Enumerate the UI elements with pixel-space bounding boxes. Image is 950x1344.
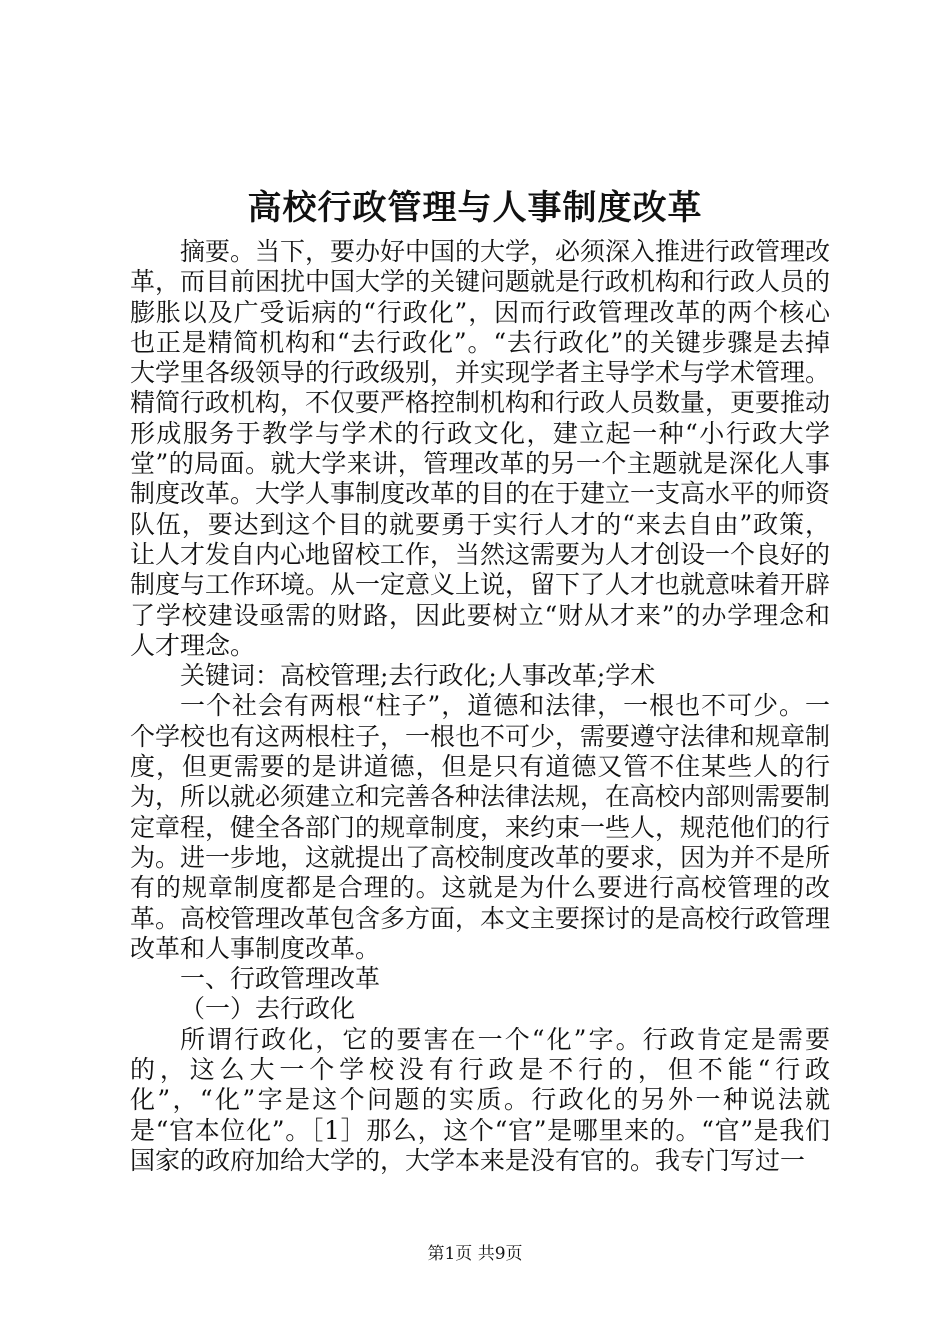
document-title: 高校行政管理与人事制度改革 (247, 188, 703, 228)
section-heading: 一、行政管理改革 (180, 964, 381, 994)
keywords-paragraph: 关键词：高校管理;去行政化;人事改革;学术 (180, 661, 656, 691)
body-paragraph: 所谓行政化，它的要害在一个“化”字。行政肯定是需要的，这么大一个学校没有行政是不行的，但不能“行政化”，“化”字是这个问题的实质。行政化的另外一种说法就是“官本位化”。［1］那么，这个“官”是哪里来的。“官”是我们国家的政府加给大学的，大学本来是没有官的。我专门写过一 (130, 1024, 830, 1175)
abstract-paragraph: 摘要。当下，要办好中国的大学，必须深入推进行政管理改革，而目前困扰中国大学的关键问题就是行政机构和行政人员的膨胀以及广受诟病的“行政化”，因而行政管理改革的两个核心也正是精简机构和“去行政化”。“去行政化”的关键步骤是去掉大学里各级领导的行政级别，并实现学者主导学术与学术管理。精简行政机构，不仅要严格控制机构和行政人员数量，更要推动形成服务于教学与学术的行政文化，建立起一种“小行政大学堂”的局面。就大学来讲，管理改革的另一个主题就是深化人事制度改革。大学人事制度改革的目的在于建立一支高水平的师资队伍，要达到这个目的就要勇于实行人才的“来去自由”政策，让人才发自内心地留校工作，当然这需要为人才创设一个良好的制度与工作环境。从一定意义上说，留下了人才也就意味着开辟了学校建设亟需的财路，因此要树立“财从才来”的办学理念和人才理念。 (130, 237, 831, 660)
document-body (130, 237, 830, 1176)
intro-paragraph: 一个社会有两根“柱子”，道德和法律，一根也不可少。一个学校也有这两根柱子，一根也不可少，需要遵守法律和规章制度，但更需要的是讲道德，但是只有道德又管不住某些人的行为，所以就必须建立和完善各种法律法规，在高校内部则需要制定章程，健全各部门的规章制度，来约束一些人，规范他们的行为。进一步地，这就提出了高校制度改革的要求，因为并不是所有的规章制度都是合理的。这就是为什么要进行高校管理的改革。高校管理改革包含多方面，本文主要探讨的是高校行政管理改革和人事制度改革。 (130, 691, 831, 963)
page-footer: 第1页 共9页 (427, 1244, 523, 1264)
subsection-heading: （一）去行政化 (180, 994, 356, 1024)
